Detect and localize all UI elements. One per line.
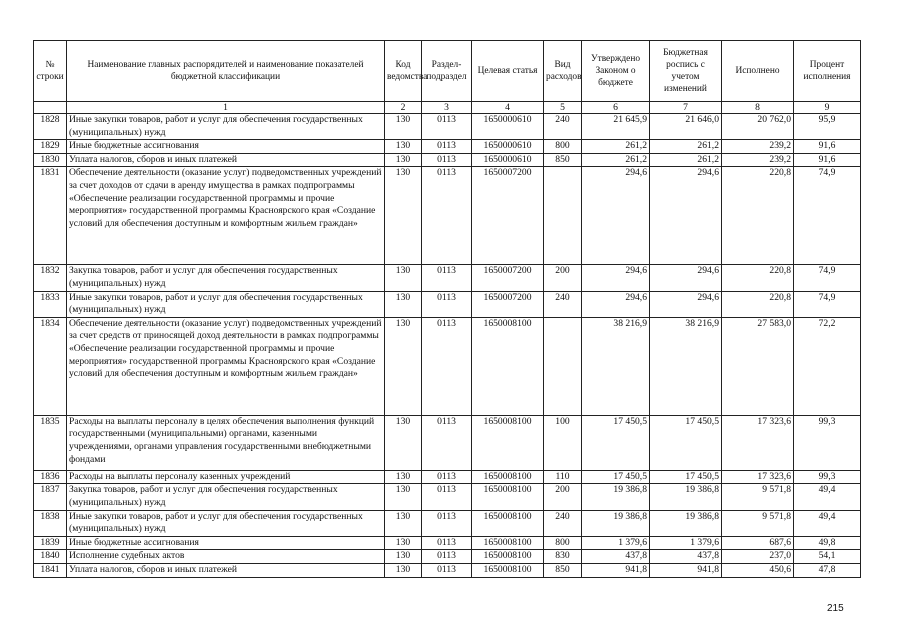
table-row bbox=[34, 415, 861, 470]
cell-target: 1650000610 bbox=[472, 153, 544, 167]
cell-percent: 54,1 bbox=[794, 550, 861, 564]
col-number: 8 bbox=[722, 102, 794, 114]
cell-approved: 17 450,5 bbox=[582, 415, 650, 470]
cell-target: 1650008100 bbox=[472, 550, 544, 564]
cell-dept: 130 bbox=[385, 510, 422, 536]
table-row bbox=[34, 563, 861, 577]
cell-exptype: 240 bbox=[544, 510, 582, 536]
cell-approved: 261,2 bbox=[582, 140, 650, 154]
cell-approved: 261,2 bbox=[582, 153, 650, 167]
cell-num: 1833 bbox=[34, 291, 67, 317]
cell-num: 1835 bbox=[34, 415, 67, 470]
cell-exptype: 100 bbox=[544, 415, 582, 470]
cell-target: 1650007200 bbox=[472, 265, 544, 291]
cell-executed: 9 571,8 bbox=[722, 484, 794, 510]
cell-target: 1650000610 bbox=[472, 114, 544, 140]
cell-section: 0113 bbox=[422, 536, 472, 550]
column-numbers-row bbox=[34, 102, 861, 114]
cell-target: 1650008100 bbox=[472, 484, 544, 510]
cell-name: Расходы на выплаты персоналу в целях обеспечения выполнения функций государственными (муниципальными) органами, казенными учреждениями, органами управления государственными внебюджетными фондами bbox=[67, 415, 385, 470]
cell-percent: 95,9 bbox=[794, 114, 861, 140]
cell-planned: 21 646,0 bbox=[650, 114, 722, 140]
cell-approved: 941,8 bbox=[582, 563, 650, 577]
cell-section: 0113 bbox=[422, 317, 472, 415]
cell-percent: 99,3 bbox=[794, 470, 861, 484]
header-planned: Бюджетная роспись с учетом изменений bbox=[650, 41, 722, 102]
table-row bbox=[34, 140, 861, 154]
cell-num: 1831 bbox=[34, 167, 67, 265]
header-section: Раздел-подраздел bbox=[422, 41, 472, 102]
cell-approved: 17 450,5 bbox=[582, 470, 650, 484]
header-row bbox=[34, 41, 861, 102]
cell-exptype: 800 bbox=[544, 140, 582, 154]
col-number: 7 bbox=[650, 102, 722, 114]
cell-dept: 130 bbox=[385, 563, 422, 577]
cell-planned: 294,6 bbox=[650, 167, 722, 265]
cell-target: 1650007200 bbox=[472, 167, 544, 265]
table-row bbox=[34, 536, 861, 550]
cell-exptype: 830 bbox=[544, 550, 582, 564]
cell-target: 1650008100 bbox=[472, 510, 544, 536]
table-body bbox=[34, 114, 861, 578]
cell-section: 0113 bbox=[422, 167, 472, 265]
cell-executed: 237,0 bbox=[722, 550, 794, 564]
cell-planned: 437,8 bbox=[650, 550, 722, 564]
cell-executed: 27 583,0 bbox=[722, 317, 794, 415]
cell-dept: 130 bbox=[385, 484, 422, 510]
table-row bbox=[34, 470, 861, 484]
cell-num: 1830 bbox=[34, 153, 67, 167]
cell-executed: 220,8 bbox=[722, 265, 794, 291]
cell-dept: 130 bbox=[385, 153, 422, 167]
cell-num: 1836 bbox=[34, 470, 67, 484]
budget-table bbox=[33, 40, 861, 578]
cell-planned: 261,2 bbox=[650, 140, 722, 154]
cell-exptype: 200 bbox=[544, 265, 582, 291]
cell-section: 0113 bbox=[422, 563, 472, 577]
cell-section: 0113 bbox=[422, 265, 472, 291]
cell-executed: 239,2 bbox=[722, 140, 794, 154]
cell-approved: 1 379,6 bbox=[582, 536, 650, 550]
cell-dept: 130 bbox=[385, 317, 422, 415]
header-approved: Утверждено Законом о бюджете bbox=[582, 41, 650, 102]
cell-planned: 294,6 bbox=[650, 291, 722, 317]
cell-executed: 450,6 bbox=[722, 563, 794, 577]
cell-dept: 130 bbox=[385, 265, 422, 291]
cell-target: 1650008100 bbox=[472, 536, 544, 550]
page-number: 215 bbox=[827, 603, 844, 614]
cell-name: Обеспечение деятельности (оказание услуг) подведомственных учреждений за счет средств от приносящей доход деятельности в рамках подпрограммы «Обеспечение реализации государственной программы и прочие мероприятия» государственной программы Красноярского края «Создание условий для обеспечения доступным и комфортным жильем граждан» bbox=[67, 317, 385, 415]
cell-executed: 9 571,8 bbox=[722, 510, 794, 536]
cell-section: 0113 bbox=[422, 510, 472, 536]
cell-exptype: 240 bbox=[544, 114, 582, 140]
cell-executed: 239,2 bbox=[722, 153, 794, 167]
cell-percent: 49,8 bbox=[794, 536, 861, 550]
table-row bbox=[34, 114, 861, 140]
cell-approved: 294,6 bbox=[582, 265, 650, 291]
cell-name: Иные закупки товаров, работ и услуг для обеспечения государственных (муниципальных) нужд bbox=[67, 114, 385, 140]
cell-section: 0113 bbox=[422, 415, 472, 470]
cell-percent: 74,9 bbox=[794, 291, 861, 317]
cell-dept: 130 bbox=[385, 291, 422, 317]
cell-section: 0113 bbox=[422, 140, 472, 154]
cell-num: 1828 bbox=[34, 114, 67, 140]
cell-name: Расходы на выплаты персоналу казенных учреждений bbox=[67, 470, 385, 484]
cell-executed: 20 762,0 bbox=[722, 114, 794, 140]
table-row bbox=[34, 550, 861, 564]
cell-num: 1832 bbox=[34, 265, 67, 291]
cell-planned: 1 379,6 bbox=[650, 536, 722, 550]
col-number bbox=[34, 102, 67, 114]
table-row bbox=[34, 153, 861, 167]
cell-dept: 130 bbox=[385, 167, 422, 265]
cell-planned: 941,8 bbox=[650, 563, 722, 577]
cell-approved: 294,6 bbox=[582, 167, 650, 265]
cell-num: 1840 bbox=[34, 550, 67, 564]
cell-exptype bbox=[544, 167, 582, 265]
header-num: № строки bbox=[34, 41, 67, 102]
table-row bbox=[34, 291, 861, 317]
cell-percent: 74,9 bbox=[794, 167, 861, 265]
cell-planned: 19 386,8 bbox=[650, 510, 722, 536]
cell-percent: 49,4 bbox=[794, 484, 861, 510]
header-exptype: Вид расходов bbox=[544, 41, 582, 102]
cell-approved: 19 386,8 bbox=[582, 510, 650, 536]
cell-num: 1841 bbox=[34, 563, 67, 577]
cell-dept: 130 bbox=[385, 415, 422, 470]
cell-num: 1829 bbox=[34, 140, 67, 154]
cell-executed: 220,8 bbox=[722, 291, 794, 317]
cell-num: 1839 bbox=[34, 536, 67, 550]
cell-approved: 294,6 bbox=[582, 291, 650, 317]
col-number: 6 bbox=[582, 102, 650, 114]
cell-executed: 220,8 bbox=[722, 167, 794, 265]
col-number: 2 bbox=[385, 102, 422, 114]
cell-section: 0113 bbox=[422, 153, 472, 167]
cell-num: 1838 bbox=[34, 510, 67, 536]
col-number: 5 bbox=[544, 102, 582, 114]
cell-num: 1834 bbox=[34, 317, 67, 415]
cell-planned: 294,6 bbox=[650, 265, 722, 291]
table-row bbox=[34, 510, 861, 536]
cell-target: 1650008100 bbox=[472, 317, 544, 415]
cell-planned: 17 450,5 bbox=[650, 470, 722, 484]
cell-exptype: 200 bbox=[544, 484, 582, 510]
cell-target: 1650007200 bbox=[472, 291, 544, 317]
cell-name: Иные бюджетные ассигнования bbox=[67, 140, 385, 154]
cell-approved: 437,8 bbox=[582, 550, 650, 564]
table-row bbox=[34, 167, 861, 265]
cell-name: Иные бюджетные ассигнования bbox=[67, 536, 385, 550]
cell-planned: 19 386,8 bbox=[650, 484, 722, 510]
cell-dept: 130 bbox=[385, 536, 422, 550]
cell-executed: 687,6 bbox=[722, 536, 794, 550]
col-number: 9 bbox=[794, 102, 861, 114]
cell-exptype: 110 bbox=[544, 470, 582, 484]
cell-num: 1837 bbox=[34, 484, 67, 510]
cell-dept: 130 bbox=[385, 470, 422, 484]
table-row bbox=[34, 317, 861, 415]
col-number: 3 bbox=[422, 102, 472, 114]
cell-dept: 130 bbox=[385, 140, 422, 154]
cell-executed: 17 323,6 bbox=[722, 470, 794, 484]
cell-percent: 91,6 bbox=[794, 153, 861, 167]
header-name: Наименование главных распорядителей и наименование показателей бюджетной классификации bbox=[67, 41, 385, 102]
cell-approved: 21 645,9 bbox=[582, 114, 650, 140]
col-number: 4 bbox=[472, 102, 544, 114]
cell-dept: 130 bbox=[385, 550, 422, 564]
cell-exptype: 240 bbox=[544, 291, 582, 317]
cell-section: 0113 bbox=[422, 484, 472, 510]
cell-section: 0113 bbox=[422, 470, 472, 484]
cell-name: Закупка товаров, работ и услуг для обеспечения государственных (муниципальных) нужд bbox=[67, 484, 385, 510]
cell-percent: 72,2 bbox=[794, 317, 861, 415]
cell-name: Обеспечение деятельности (оказание услуг) подведомственных учреждений за счет доходов от сдачи в аренду имущества в рамках подпрограммы «Обеспечение реализации государственной программы и прочие мероприятия» государственной программы Красноярского края «Создание условий для обеспечения доступным и комфортным жильем граждан» bbox=[67, 167, 385, 265]
cell-section: 0113 bbox=[422, 550, 472, 564]
table-row bbox=[34, 484, 861, 510]
cell-section: 0113 bbox=[422, 291, 472, 317]
cell-percent: 74,9 bbox=[794, 265, 861, 291]
cell-planned: 17 450,5 bbox=[650, 415, 722, 470]
col-number: 1 bbox=[67, 102, 385, 114]
cell-percent: 91,6 bbox=[794, 140, 861, 154]
cell-exptype: 850 bbox=[544, 563, 582, 577]
cell-planned: 38 216,9 bbox=[650, 317, 722, 415]
cell-name: Уплата налогов, сборов и иных платежей bbox=[67, 153, 385, 167]
cell-target: 1650008100 bbox=[472, 470, 544, 484]
cell-exptype: 800 bbox=[544, 536, 582, 550]
header-target: Целевая статья bbox=[472, 41, 544, 102]
cell-name: Иные закупки товаров, работ и услуг для обеспечения государственных (муниципальных) нужд bbox=[67, 510, 385, 536]
cell-approved: 19 386,8 bbox=[582, 484, 650, 510]
cell-name: Иные закупки товаров, работ и услуг для обеспечения государственных (муниципальных) нужд bbox=[67, 291, 385, 317]
cell-approved: 38 216,9 bbox=[582, 317, 650, 415]
cell-executed: 17 323,6 bbox=[722, 415, 794, 470]
cell-exptype bbox=[544, 317, 582, 415]
cell-name: Закупка товаров, работ и услуг для обеспечения государственных (муниципальных) нужд bbox=[67, 265, 385, 291]
cell-name: Уплата налогов, сборов и иных платежей bbox=[67, 563, 385, 577]
cell-exptype: 850 bbox=[544, 153, 582, 167]
cell-target: 1650000610 bbox=[472, 140, 544, 154]
header-percent: Процент исполнения bbox=[794, 41, 861, 102]
header-executed: Исполнено bbox=[722, 41, 794, 102]
cell-percent: 47,8 bbox=[794, 563, 861, 577]
cell-percent: 99,3 bbox=[794, 415, 861, 470]
cell-planned: 261,2 bbox=[650, 153, 722, 167]
table-row bbox=[34, 265, 861, 291]
cell-name: Исполнение судебных актов bbox=[67, 550, 385, 564]
cell-target: 1650008100 bbox=[472, 415, 544, 470]
cell-dept: 130 bbox=[385, 114, 422, 140]
cell-target: 1650008100 bbox=[472, 563, 544, 577]
cell-percent: 49,4 bbox=[794, 510, 861, 536]
cell-section: 0113 bbox=[422, 114, 472, 140]
header-dept: Код ведомства bbox=[385, 41, 422, 102]
